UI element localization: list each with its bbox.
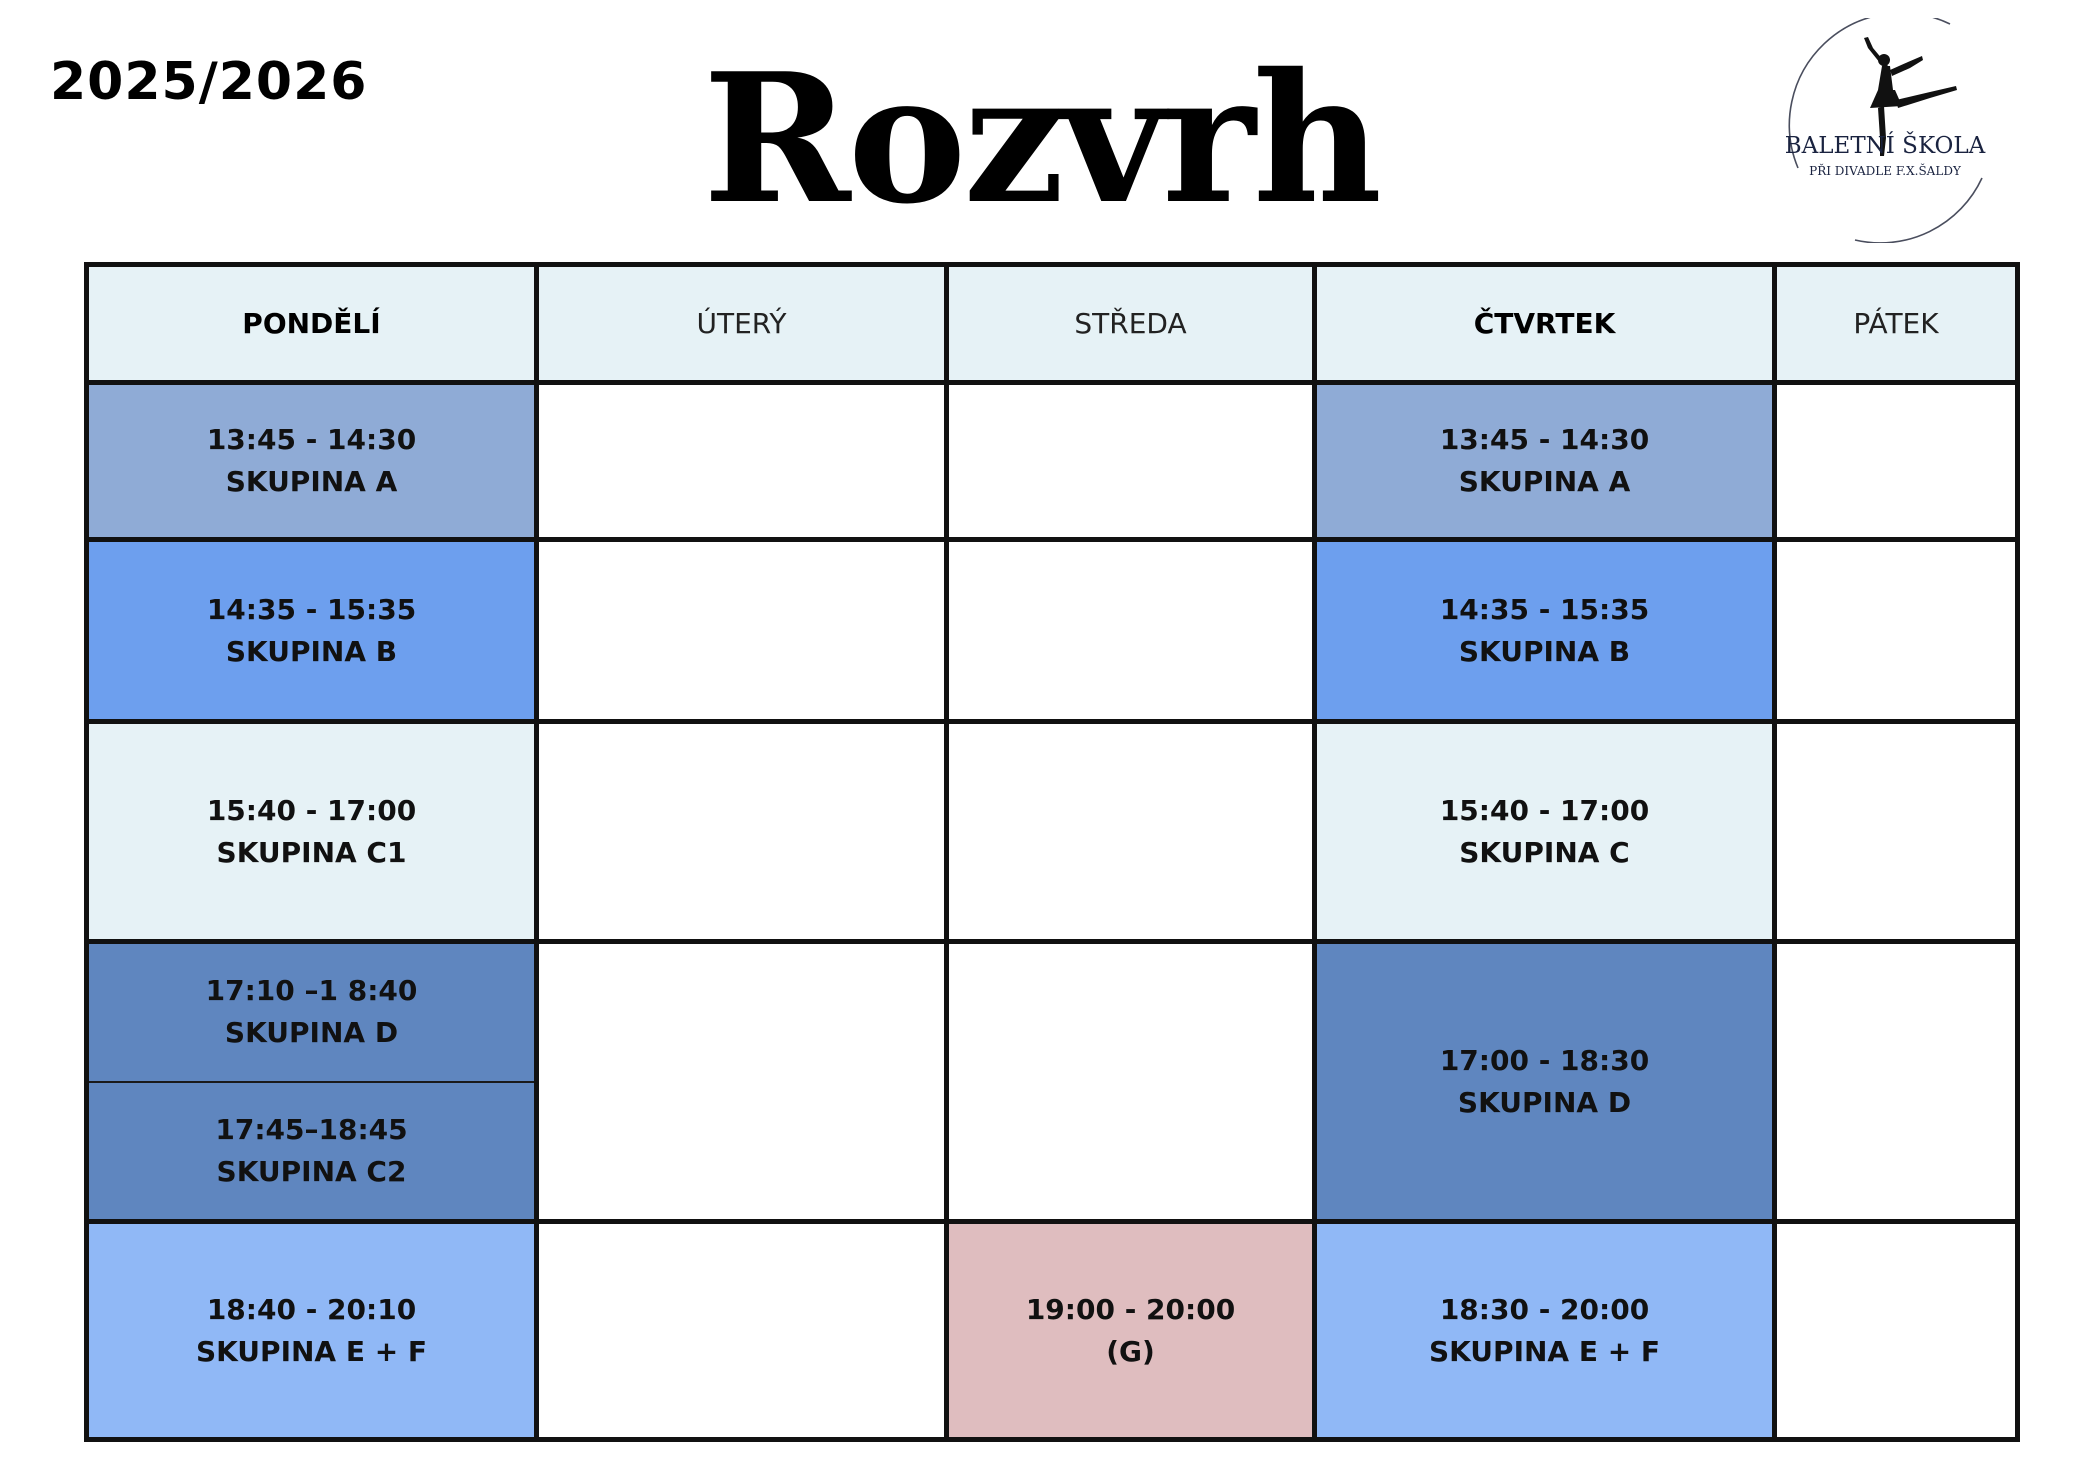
slot-group: SKUPINA C1: [216, 835, 407, 869]
svg-text:BALETNÍ ŠKOLA: BALETNÍ ŠKOLA: [1784, 133, 1986, 159]
slot-time: 18:30 - 20:00: [1439, 1292, 1650, 1326]
slot-group: SKUPINA A: [1458, 465, 1631, 498]
empty-slot: [1777, 724, 2015, 944]
slot-time: 18:40 - 20:10: [206, 1292, 417, 1326]
slot-group: SKUPINA C2: [216, 1154, 407, 1188]
empty-slot: [539, 724, 949, 944]
slot-time: 13:45 - 14:30: [206, 423, 417, 456]
slot-monday-c1: [89, 724, 539, 944]
slot-time: 15:40 - 17:00: [1439, 793, 1650, 827]
day-header-friday: PÁTEK: [1777, 267, 2015, 385]
slot-thursday-a: [1317, 385, 1777, 542]
slot-group: SKUPINA D: [224, 1016, 399, 1050]
slot-monday-d: [89, 944, 534, 1083]
day-header-thursday: ČTVRTEK: [1317, 267, 1777, 385]
slot-group: SKUPINA E + F: [1428, 1334, 1661, 1368]
schedule-table: [84, 262, 2020, 1442]
slot-group: SKUPINA E + F: [195, 1334, 428, 1368]
empty-slot: [949, 385, 1317, 542]
school-year: 2025/2026: [50, 52, 368, 112]
slot-time: 14:35 - 15:35: [206, 592, 417, 626]
slot-group: SKUPINA B: [225, 634, 398, 668]
empty-slot: [949, 944, 1317, 1224]
slot-thursday-d: [1317, 944, 1777, 1224]
empty-slot: [1777, 542, 2015, 724]
page-title: Rozvrh: [702, 34, 1380, 243]
empty-slot: [1777, 944, 2015, 1224]
slot-time: 17:45–18:45: [215, 1112, 408, 1146]
empty-slot: [1777, 385, 2015, 542]
empty-slot: [539, 944, 949, 1224]
slot-time: 17:10 –1 8:40: [205, 974, 418, 1008]
ballet-school-logo: [1750, 18, 2020, 243]
slot-time: 13:45 - 14:30: [1439, 423, 1650, 456]
empty-slot: [1777, 1224, 2015, 1437]
slot-monday-ef: [89, 1224, 539, 1437]
empty-slot: [949, 724, 1317, 944]
slot-time: 15:40 - 17:00: [206, 793, 417, 827]
slot-wednesday-g: [949, 1224, 1317, 1437]
slot-time: 17:00 - 18:30: [1439, 1043, 1650, 1077]
svg-text:PŘI DIVADLE F.X.ŠALDY: PŘI DIVADLE F.X.ŠALDY: [1809, 164, 1961, 178]
slot-group: (G): [1106, 1334, 1155, 1368]
empty-slot: [539, 542, 949, 724]
slot-time: 14:35 - 15:35: [1439, 592, 1650, 626]
empty-slot: [539, 1224, 949, 1437]
slot-monday-c2: [89, 1083, 534, 1220]
slot-monday-a: [89, 385, 539, 542]
slot-thursday-ef: [1317, 1224, 1777, 1437]
slot-time: 19:00 - 20:00: [1025, 1292, 1236, 1326]
day-header-wednesday: STŘEDA: [949, 267, 1317, 385]
slot-group: SKUPINA D: [1457, 1085, 1632, 1119]
slot-group: SKUPINA C: [1459, 835, 1630, 869]
slot-group: SKUPINA A: [225, 465, 398, 498]
slot-monday-b: [89, 542, 539, 724]
day-header-tuesday: ÚTERÝ: [539, 267, 949, 385]
empty-slot: [949, 542, 1317, 724]
empty-slot: [539, 385, 949, 542]
slot-thursday-c: [1317, 724, 1777, 944]
slot-group: SKUPINA B: [1458, 634, 1631, 668]
day-header-monday: PONDĚLÍ: [89, 267, 539, 385]
slot-monday-d-c2: [89, 944, 539, 1224]
slot-thursday-b: [1317, 542, 1777, 724]
